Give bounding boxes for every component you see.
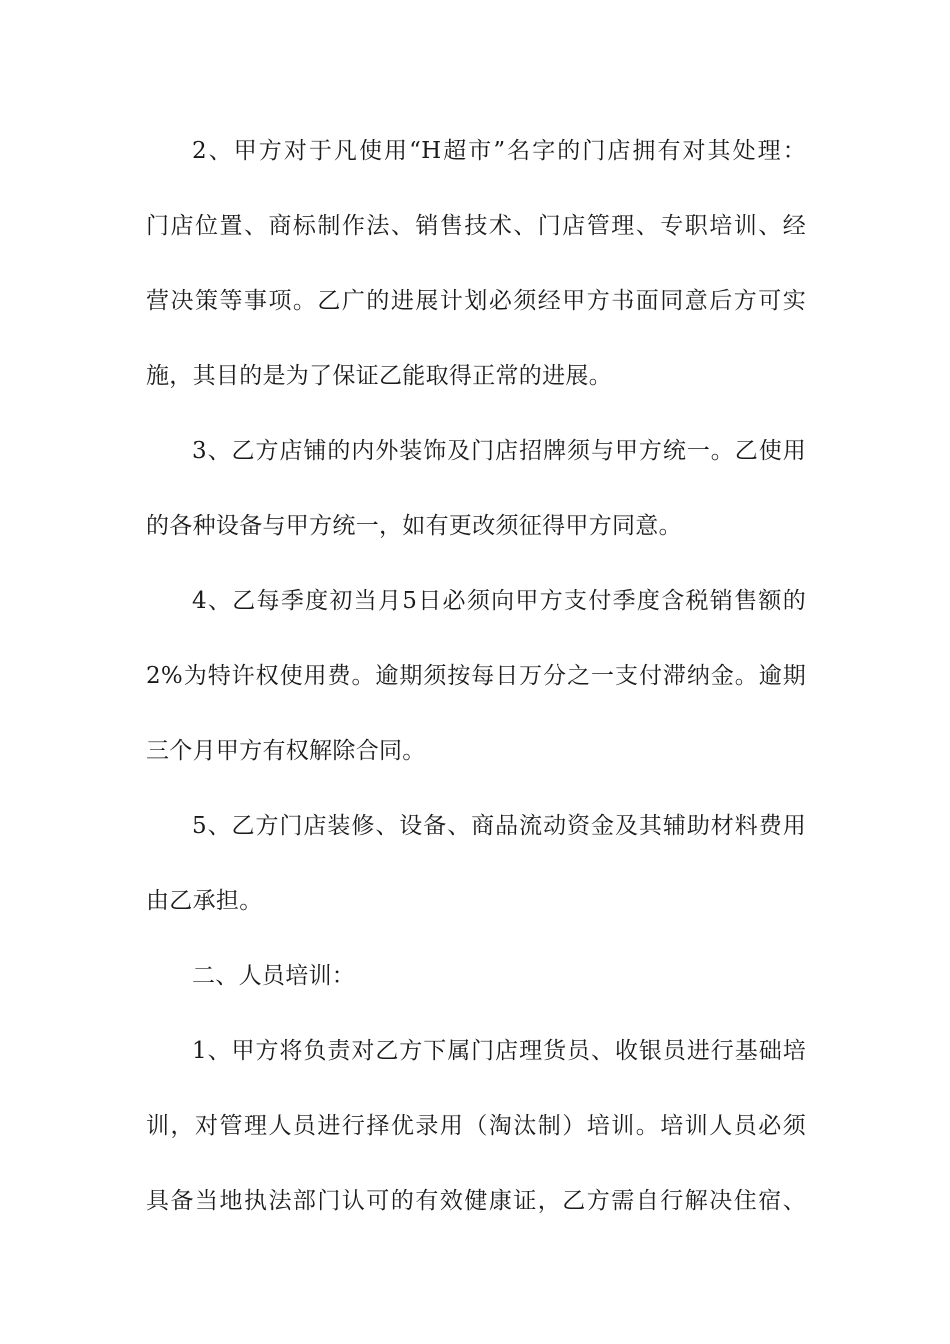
paragraph-line: 营决策等事项。乙广的进展计划必须经甲方书面同意后方可实	[146, 288, 806, 314]
paragraph-line: 门店位置、商标制作法、销售技术、门店管理、专职培训、经	[146, 213, 806, 239]
section-heading: 二、人员培训：	[192, 963, 356, 989]
paragraph-line: 训，对管理人员进行择优录用（淘汰制）培训。培训人员必须	[146, 1113, 806, 1139]
paragraph-line: 5、乙方门店装修、设备、商品流动资金及其辅助材料费用	[192, 813, 806, 839]
paragraph-line: 1、甲方将负责对乙方下属门店理货员、收银员进行基础培	[192, 1038, 806, 1064]
paragraph-line: 施，其目的是为了保证乙能取得正常的进展。	[146, 363, 612, 389]
paragraph-line: 2、甲方对于凡使用“H超市”名字的门店拥有对其处理：	[192, 138, 806, 164]
paragraph-line: 3、乙方店铺的内外装饰及门店招牌须与甲方统一。乙使用	[192, 438, 806, 464]
paragraph-line: 三个月甲方有权解除合同。	[146, 738, 426, 764]
paragraph-line: 的各种设备与甲方统一，如有更改须征得甲方同意。	[146, 513, 682, 539]
paragraph-line: 2%为特许权使用费。逾期须按每日万分之一支付滞纳金。逾期	[146, 663, 806, 689]
paragraph-line: 具备当地执法部门认可的有效健康证，乙方需自行解决住宿、	[146, 1188, 806, 1214]
paragraph-line: 4、乙每季度初当月5日必须向甲方支付季度含税销售额的	[192, 588, 806, 614]
paragraph-line: 由乙承担。	[146, 888, 263, 914]
